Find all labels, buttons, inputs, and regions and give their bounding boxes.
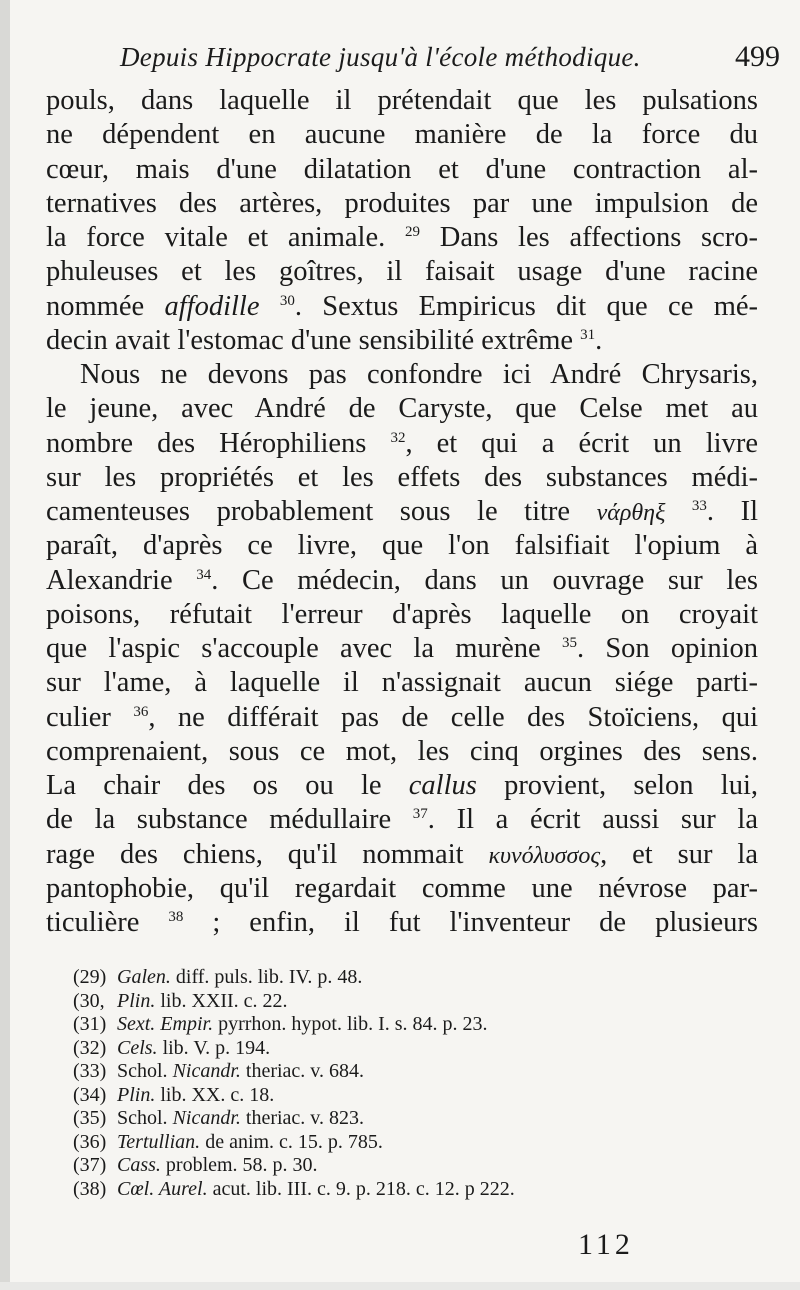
- text-run: , et sur la: [600, 838, 758, 870]
- greek-term: νάρθηξ: [596, 500, 666, 526]
- text-run: que l'aspic s'accouple avec la murène: [46, 633, 562, 664]
- text-run: Schol.: [117, 1107, 173, 1129]
- text-run: diff. puls. lib. IV. p. 48.: [170, 966, 363, 988]
- footnote: [73, 1131, 673, 1155]
- footnote: [73, 1107, 673, 1131]
- footnote: [73, 1037, 673, 1061]
- text-line: [46, 632, 758, 666]
- text-run: [665, 496, 692, 527]
- text-line: [46, 221, 758, 255]
- text-run: , et qui a écrit un livre: [405, 427, 758, 459]
- footnote-marker: 30: [279, 292, 295, 309]
- footnote: [73, 1178, 673, 1202]
- text-line: [46, 118, 758, 152]
- page-number: 499: [735, 40, 780, 73]
- footnote-number: (35): [73, 1107, 107, 1129]
- text-line: [46, 872, 758, 906]
- text-run: . Son opinion: [576, 633, 759, 664]
- running-head: [120, 40, 780, 80]
- italic-term: callus: [408, 770, 477, 801]
- footnote: [73, 1154, 673, 1178]
- text-run: Schol.: [117, 1060, 173, 1082]
- footnote-number: (31): [73, 1013, 107, 1035]
- text-run: ; enfin, il fut l'inventeur de plusieurs: [183, 907, 758, 938]
- text-line: [46, 358, 758, 392]
- footnote-number: (38): [73, 1177, 107, 1200]
- text-run: pyrrhon. hypot. lib. I. s. 84. p. 23.: [213, 1013, 488, 1035]
- text-line: [46, 495, 758, 529]
- italic-term: Tertullian.: [117, 1130, 201, 1153]
- text-line: [46, 769, 758, 803]
- footnote: [73, 1084, 673, 1108]
- text-line: [46, 735, 758, 769]
- footnote-number: (36): [73, 1130, 107, 1153]
- footnote-number: (32): [73, 1036, 107, 1059]
- footnote-number: (33): [73, 1060, 107, 1082]
- text-run: lib. V. p. 194.: [157, 1036, 271, 1059]
- text-run: . Ce médecin, dans un ouvrage sur les: [211, 564, 759, 596]
- text-run: le jeune, avec André de Caryste, que Celse met au: [46, 393, 758, 425]
- footnote: [73, 990, 673, 1014]
- text-run: La chair des os ou le: [46, 770, 409, 801]
- footnote-number: (29): [73, 966, 107, 988]
- text-line: [46, 255, 758, 289]
- text-run: ternatives des artères, produites par une impulsion de: [46, 187, 758, 219]
- text-line: [46, 598, 758, 632]
- text-run: lib. XX. c. 18.: [155, 1083, 275, 1106]
- text-run: problem. 58. p. 30.: [160, 1154, 318, 1176]
- running-head-title: Depuis Hippocrate jusqu'à l'école méthodique.: [120, 42, 641, 72]
- text-line: [46, 701, 758, 735]
- italic-term: affodille: [164, 290, 260, 322]
- footnote: [73, 1013, 673, 1037]
- text-run: acut. lib. III. c. 9. p. 218. c. 12. p 222.: [207, 1177, 515, 1200]
- footnote: [73, 1060, 673, 1084]
- italic-term: Plin.: [117, 1083, 156, 1106]
- footnote-marker: 37: [412, 806, 428, 823]
- text-line: [46, 666, 758, 700]
- text-run: ne dépendent en aucune manière de la force du: [46, 119, 758, 151]
- footnote-marker: 29: [405, 224, 420, 240]
- text-run: theriac. v. 684.: [240, 1060, 365, 1082]
- text-run: sur l'ame, à laquelle il n'assignait aucun siége parti-: [46, 667, 758, 699]
- text-line: [46, 838, 758, 872]
- text-line: [46, 427, 758, 461]
- italic-term: Cœl. Aurel.: [117, 1177, 208, 1200]
- text-line: [46, 153, 758, 187]
- text-run: theriac. v. 823.: [240, 1107, 365, 1129]
- footnote-marker: 35: [561, 635, 577, 651]
- text-run: phuleuses et les goîtres, il faisait usage d'une racine: [46, 256, 758, 288]
- italic-term: Sext. Empir.: [117, 1013, 214, 1035]
- italic-term: Cass.: [117, 1154, 161, 1176]
- italic-term: Cels.: [117, 1036, 158, 1059]
- text-line: [46, 187, 758, 221]
- text-run: pantophobie, qu'il regardait comme une névrose par-: [46, 872, 758, 904]
- signature-mark: 112: [578, 1228, 634, 1261]
- text-run: , ne différait pas de celle des Stoïciens, qui: [148, 701, 758, 733]
- italic-term: Nicandr.: [172, 1060, 241, 1082]
- footnote: [73, 966, 673, 990]
- text-run: ticulière: [46, 907, 169, 938]
- greek-term: κυνόλυσσος: [488, 842, 601, 869]
- text-run: .: [595, 324, 603, 356]
- italic-term: Galen.: [117, 966, 171, 988]
- text-run: nombre des Hérophiliens: [46, 427, 391, 459]
- text-run: decin avait l'estomac d'une sensibilité extrême: [46, 324, 581, 356]
- text-run: poisons, réfutait l'erreur d'après laquelle on croyait: [46, 598, 758, 630]
- footnote-marker: 36: [133, 703, 149, 720]
- footnote-number: (37): [73, 1154, 107, 1176]
- italic-term: Plin.: [117, 989, 156, 1012]
- page-bottom-edge: [0, 1282, 800, 1290]
- footnote-number: (34): [73, 1083, 107, 1106]
- text-run: lib. XXII. c. 22.: [155, 989, 288, 1012]
- text-run: sur les propriétés et les effets des substances médi-: [46, 461, 758, 493]
- text-line: [46, 84, 758, 118]
- body-text: [46, 84, 758, 940]
- footnote-marker: 33: [691, 498, 707, 514]
- text-line: [46, 392, 758, 426]
- footnotes: [73, 966, 673, 1201]
- text-run: de la substance médullaire: [46, 804, 413, 836]
- text-line: [46, 906, 758, 940]
- footnote-number: (30,: [73, 989, 105, 1012]
- text-run: la force vitale et animale.: [46, 222, 405, 253]
- text-run: [259, 291, 279, 322]
- text-run: provient, selon lui,: [476, 770, 758, 801]
- text-line: [46, 564, 758, 598]
- text-line: [46, 803, 758, 837]
- text-run: . Sextus Empiricus dit que ce mé-: [294, 290, 759, 322]
- text-line: [46, 461, 758, 495]
- text-line: [46, 290, 758, 324]
- text-run: rage des chiens, qu'il nommait: [46, 838, 489, 870]
- footnote-marker: 31: [580, 326, 596, 343]
- text-line: [46, 324, 758, 358]
- text-run: culier: [46, 701, 134, 733]
- text-run: . Il: [706, 496, 759, 527]
- text-run: nommée: [46, 290, 165, 322]
- text-run: comprenaient, sous ce mot, les cinq orgines des sens.: [46, 735, 758, 767]
- text-run: Nous ne devons pas confondre ici André Chrysaris,: [80, 359, 758, 390]
- text-run: Alexandrie: [46, 564, 197, 596]
- text-run: de anim. c. 15. p. 785.: [200, 1130, 383, 1153]
- text-run: camenteuses probablement sous le titre: [46, 496, 597, 527]
- footnote-marker: 34: [196, 566, 212, 583]
- footnote-marker: 32: [390, 429, 406, 446]
- text-run: . Il a écrit aussi sur la: [427, 804, 758, 836]
- text-run: cœur, mais d'une dilatation et d'une contraction al-: [46, 153, 758, 185]
- text-run: paraît, d'après ce livre, que l'on falsifiait l'opium à: [46, 530, 758, 562]
- text-run: Dans les affections scro-: [420, 222, 758, 253]
- text-run: pouls, dans laquelle il prétendait que les pulsations: [46, 85, 758, 116]
- text-line: [46, 529, 758, 563]
- footnote-marker: 38: [168, 909, 184, 925]
- page-gutter-shadow: [0, 0, 10, 1290]
- italic-term: Nicandr.: [172, 1107, 241, 1129]
